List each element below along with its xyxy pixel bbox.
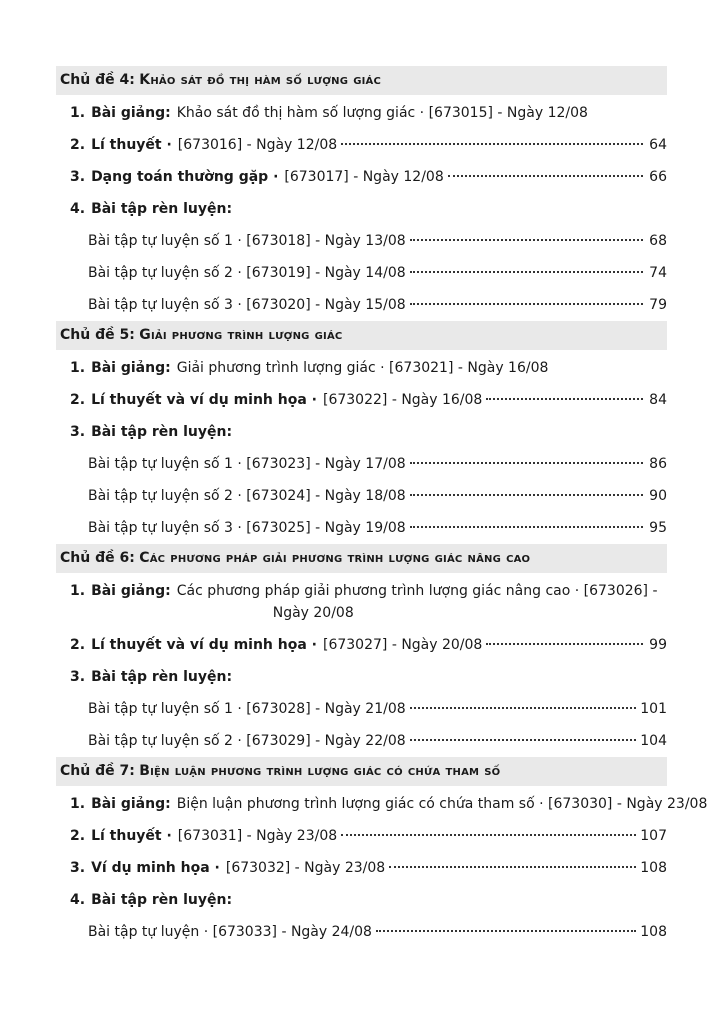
- entry-description: Bài tập tự luyện số 1 · [673028] - Ngày 21/08: [88, 701, 406, 717]
- page-number: 68: [649, 233, 667, 249]
- page-number: 95: [649, 520, 667, 536]
- entry-number: 3.: [70, 169, 86, 185]
- entry-description: Bài tập tự luyện số 3 · [673020] - Ngày 15/08: [88, 297, 406, 313]
- toc-entry[interactable]: [56, 852, 667, 884]
- page-number: 86: [649, 456, 667, 472]
- dot-leader: [486, 643, 643, 645]
- entry-label: Bài giảng:: [91, 360, 171, 376]
- entry-number: 1.: [70, 583, 86, 599]
- chapter-heading: [56, 544, 667, 573]
- entry-number: 4.: [70, 892, 86, 908]
- chapter-label: Chủ đề 7:: [60, 763, 135, 779]
- toc-entry[interactable]: [56, 820, 667, 852]
- dot-leader: [410, 462, 643, 464]
- entry-description: [673031] - Ngày 23/08: [177, 828, 338, 844]
- entry-label: Bài giảng:: [91, 105, 171, 121]
- entry-description: Bài tập tự luyện số 1 · [673023] - Ngày 17/08: [88, 456, 406, 472]
- toc-entry[interactable]: [56, 384, 667, 416]
- entry-description: Biện luận phương trình lượng giác có chứa tham số · [673030] - Ngày 23/08: [176, 796, 708, 812]
- toc-entry[interactable]: [56, 661, 667, 693]
- toc-entry[interactable]: [56, 129, 667, 161]
- toc-entry[interactable]: [56, 416, 667, 448]
- dot-leader: [486, 398, 643, 400]
- entry-label: Bài giảng:: [91, 583, 171, 599]
- entry-description: [673022] - Ngày 16/08: [323, 392, 483, 408]
- chapter-heading: [56, 321, 667, 350]
- entry-number: 4.: [70, 201, 86, 217]
- entry-number: 2.: [70, 828, 86, 844]
- toc-subentry[interactable]: [56, 512, 667, 544]
- dot-leader: [410, 739, 637, 741]
- toc-subentry[interactable]: [56, 693, 667, 725]
- entry-label: Bài tập rèn luyện:: [91, 201, 233, 217]
- entry-description: Bài tập tự luyện số 1 · [673018] - Ngày 13/08: [88, 233, 406, 249]
- entry-number: 1.: [70, 105, 86, 121]
- page-number: 79: [649, 297, 667, 313]
- entry-description: Bài tập tự luyện số 2 · [673024] - Ngày 18/08: [88, 488, 406, 504]
- dot-leader: [410, 707, 637, 709]
- page-number: 108: [640, 860, 667, 876]
- entry-number: 3.: [70, 669, 86, 685]
- dot-leader: [410, 494, 643, 496]
- entry-description: [673017] - Ngày 12/08: [284, 169, 444, 185]
- page-number: 64: [649, 137, 667, 153]
- toc-subentry[interactable]: [56, 916, 667, 948]
- toc-entry[interactable]: [56, 629, 667, 661]
- entry-description: Các phương pháp giải phương trình lượng giác nâng cao · [673026] -: [176, 583, 658, 599]
- table-of-contents: [56, 66, 708, 948]
- entry-number: 3.: [70, 424, 86, 440]
- page-number: 84: [649, 392, 667, 408]
- page-number: 108: [640, 924, 667, 940]
- toc-subentry[interactable]: [56, 225, 667, 257]
- entry-label: Bài giảng:: [91, 796, 171, 812]
- entry-number: 2.: [70, 392, 86, 408]
- entry-description: Bài tập tự luyện · [673033] - Ngày 24/08: [88, 924, 372, 940]
- entry-number: 2.: [70, 137, 86, 153]
- dot-leader: [341, 834, 636, 836]
- chapter-heading: [56, 757, 667, 786]
- entry-description: Bài tập tự luyện số 3 · [673025] - Ngày 19/08: [88, 520, 406, 536]
- dot-leader: [410, 303, 643, 305]
- chapter-label: Chủ đề 5:: [60, 327, 135, 343]
- dot-leader: [410, 271, 643, 273]
- entry-label: Bài tập rèn luyện:: [91, 892, 233, 908]
- entry-number: 2.: [70, 637, 86, 653]
- toc-entry[interactable]: [56, 193, 667, 225]
- entry-description: Giải phương trình lượng giác · [673021] - Ngày 16/08: [176, 360, 549, 376]
- entry-description: [673016] - Ngày 12/08: [177, 137, 338, 153]
- page-number: 90: [649, 488, 667, 504]
- entry-number: 1.: [70, 360, 86, 376]
- entry-number: 1.: [70, 796, 86, 812]
- entry-description: Khảo sát đồ thị hàm số lượng giác · [673015] - Ngày 12/08: [176, 105, 588, 121]
- entry-label: Bài tập rèn luyện:: [91, 424, 233, 440]
- chapter-title: Khảo sát đồ thị hàm số lượng giác: [139, 72, 382, 88]
- entry-description: [673027] - Ngày 20/08: [323, 637, 483, 653]
- entry-number: 3.: [70, 860, 86, 876]
- toc-subentry[interactable]: [56, 480, 667, 512]
- page-number: 104: [640, 733, 667, 749]
- toc-entry[interactable]: [56, 352, 667, 384]
- chapter-title: Biện luận phương trình lượng giác có chứa tham số: [139, 763, 501, 779]
- entry-label: Lí thuyết và ví dụ minh họa ·: [91, 392, 317, 408]
- entry-description: Bài tập tự luyện số 2 · [673029] - Ngày 22/08: [88, 733, 406, 749]
- toc-entry[interactable]: [56, 884, 667, 916]
- chapter-title: Giải phương trình lượng giác: [139, 327, 343, 343]
- entry-label: Ví dụ minh họa ·: [91, 860, 220, 876]
- page-number: 99: [649, 637, 667, 653]
- toc-entry[interactable]: [56, 788, 708, 820]
- entry-label: Dạng toán thường gặp ·: [91, 169, 279, 185]
- dot-leader: [389, 866, 636, 868]
- toc-subentry[interactable]: [56, 725, 667, 757]
- entry-description: Bài tập tự luyện số 2 · [673019] - Ngày 14/08: [88, 265, 406, 281]
- dot-leader: [341, 143, 643, 145]
- page-number: 107: [640, 828, 667, 844]
- toc-entry[interactable]: [56, 575, 667, 629]
- toc-subentry[interactable]: [56, 257, 667, 289]
- entry-label: Lí thuyết và ví dụ minh họa ·: [91, 637, 317, 653]
- entry-label: Bài tập rèn luyện:: [91, 669, 233, 685]
- entry-description: [673032] - Ngày 23/08: [225, 860, 386, 876]
- page-number: 74: [649, 265, 667, 281]
- dot-leader: [448, 175, 643, 177]
- toc-subentry[interactable]: [56, 448, 667, 480]
- entry-description-continued: Ngày 20/08: [272, 605, 354, 621]
- chapter-label: Chủ đề 4:: [60, 72, 135, 88]
- toc-entry[interactable]: [56, 97, 667, 129]
- entry-label: Lí thuyết ·: [91, 137, 172, 153]
- chapter-title: Các phương pháp giải phương trình lượng giác nâng cao: [139, 550, 531, 566]
- entry-label: Lí thuyết ·: [91, 828, 172, 844]
- chapter-heading: [56, 66, 667, 95]
- toc-entry[interactable]: [56, 161, 667, 193]
- page-number: 66: [649, 169, 667, 185]
- chapter-label: Chủ đề 6:: [60, 550, 135, 566]
- dot-leader: [410, 239, 643, 241]
- dot-leader: [376, 930, 636, 932]
- page-number: 101: [640, 701, 667, 717]
- toc-subentry[interactable]: [56, 289, 667, 321]
- dot-leader: [410, 526, 643, 528]
